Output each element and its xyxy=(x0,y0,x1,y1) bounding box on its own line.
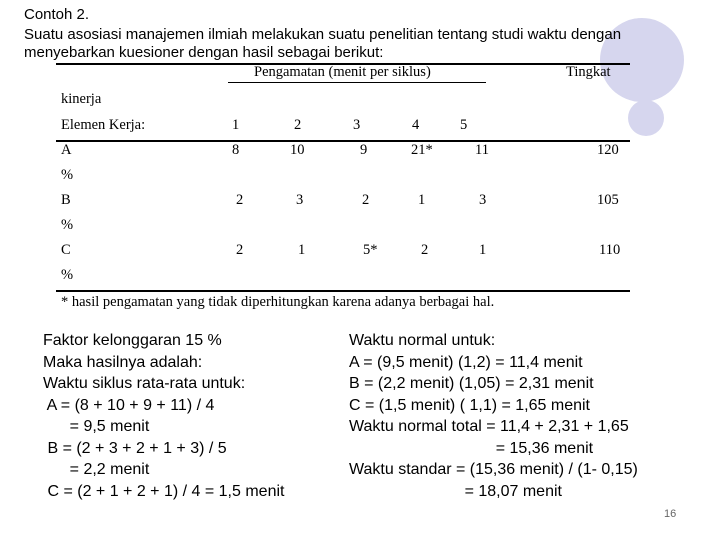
page-number: 16 xyxy=(664,508,677,520)
element-label: Elemen Kerja: xyxy=(61,117,146,133)
row-a-val-1: 8 xyxy=(232,142,240,158)
header-level: Tingkat xyxy=(566,64,611,80)
row-a-val-2: 10 xyxy=(290,142,305,158)
left-line: A = (8 + 10 + 9 + 11) / 4 xyxy=(43,396,215,414)
row-b-val-5: 3 xyxy=(479,192,487,208)
row-b-unit: % xyxy=(61,217,74,233)
header-underline xyxy=(228,82,486,83)
row-a-name: A xyxy=(61,142,72,158)
right-line: Waktu standar = (15,36 menit) / (1- 0,15) xyxy=(349,461,638,478)
observation-table xyxy=(56,62,630,310)
row-b-val-3: 2 xyxy=(362,192,370,208)
table-footnote: * hasil pengamatan yang tidak diperhitungkan karena adanya berbagai hal. xyxy=(61,294,495,310)
right-line: A = (9,5 menit) (1,2) = 11,4 menit xyxy=(349,353,583,371)
row-c-val-2: 1 xyxy=(298,242,306,258)
right-calculation-column xyxy=(349,330,638,502)
col-header-3: 3 xyxy=(353,117,361,133)
left-line: Faktor kelonggaran 15 % xyxy=(43,332,222,349)
row-c-val-3: 5* xyxy=(363,242,378,258)
row-c-rating: 110 xyxy=(599,242,621,258)
row-b-val-4: 1 xyxy=(418,192,426,208)
row-b-val-2: 3 xyxy=(296,192,304,208)
left-line: = 2,2 menit xyxy=(43,461,150,478)
intro-text xyxy=(24,26,704,62)
row-a-val-4: 21* xyxy=(411,142,433,158)
left-line: C = (2 + 1 + 2 + 1) / 4 = 1,5 menit xyxy=(43,482,285,500)
table-header-rule xyxy=(56,140,630,142)
intro-line-2: menyebarkan kuesioner dengan hasil sebagai berikut: xyxy=(24,44,384,61)
row-a-val-5: 11 xyxy=(475,142,489,158)
right-line: = 15,36 menit xyxy=(349,439,594,457)
col-header-2: 2 xyxy=(294,117,302,133)
row-a-val-3: 9 xyxy=(360,142,368,158)
right-line: B = (2,2 menit) (1,05) = 2,31 menit xyxy=(349,375,594,392)
row-c-val-1: 2 xyxy=(236,242,244,258)
decorative-circle-small xyxy=(628,100,664,136)
col-header-5: 5 xyxy=(460,117,468,133)
row-b-name: B xyxy=(61,192,71,208)
header-observation: Pengamatan (menit per siklus) xyxy=(254,64,431,80)
right-line: Waktu normal total = 11,4 + 2,31 + 1,65 xyxy=(349,418,629,435)
row-b-rating: 105 xyxy=(597,192,619,208)
row-c-unit: % xyxy=(61,267,74,283)
left-line: Maka hasilnya adalah: xyxy=(43,353,203,371)
left-calculation-column xyxy=(43,330,284,502)
row-c-val-5: 1 xyxy=(479,242,487,258)
left-line: = 9,5 menit xyxy=(43,418,150,435)
left-line: Waktu siklus rata-rata untuk: xyxy=(43,375,246,392)
table-footer-rule xyxy=(56,290,630,292)
col-header-1: 1 xyxy=(232,117,240,133)
col-header-4: 4 xyxy=(412,117,420,133)
row-a-rating: 120 xyxy=(597,142,619,158)
right-line: C = (1,5 menit) ( 1,1) = 1,65 menit xyxy=(349,396,590,414)
row-b-val-1: 2 xyxy=(236,192,244,208)
left-line: B = (2 + 3 + 2 + 1 + 3) / 5 xyxy=(43,439,227,457)
row-c-val-4: 2 xyxy=(421,242,429,258)
right-line: Waktu normal untuk: xyxy=(349,332,496,349)
row-a-unit: % xyxy=(61,167,74,183)
slide-title: Contoh 2. xyxy=(24,6,90,23)
intro-line-1: Suatu asosiasi manajemen ilmiah melakukan suatu penelitian tentang studi waktu dengan xyxy=(24,26,622,43)
right-line: = 18,07 menit xyxy=(349,482,562,500)
row-c-name: C xyxy=(61,242,71,258)
header-level-cont: kinerja xyxy=(61,91,102,107)
